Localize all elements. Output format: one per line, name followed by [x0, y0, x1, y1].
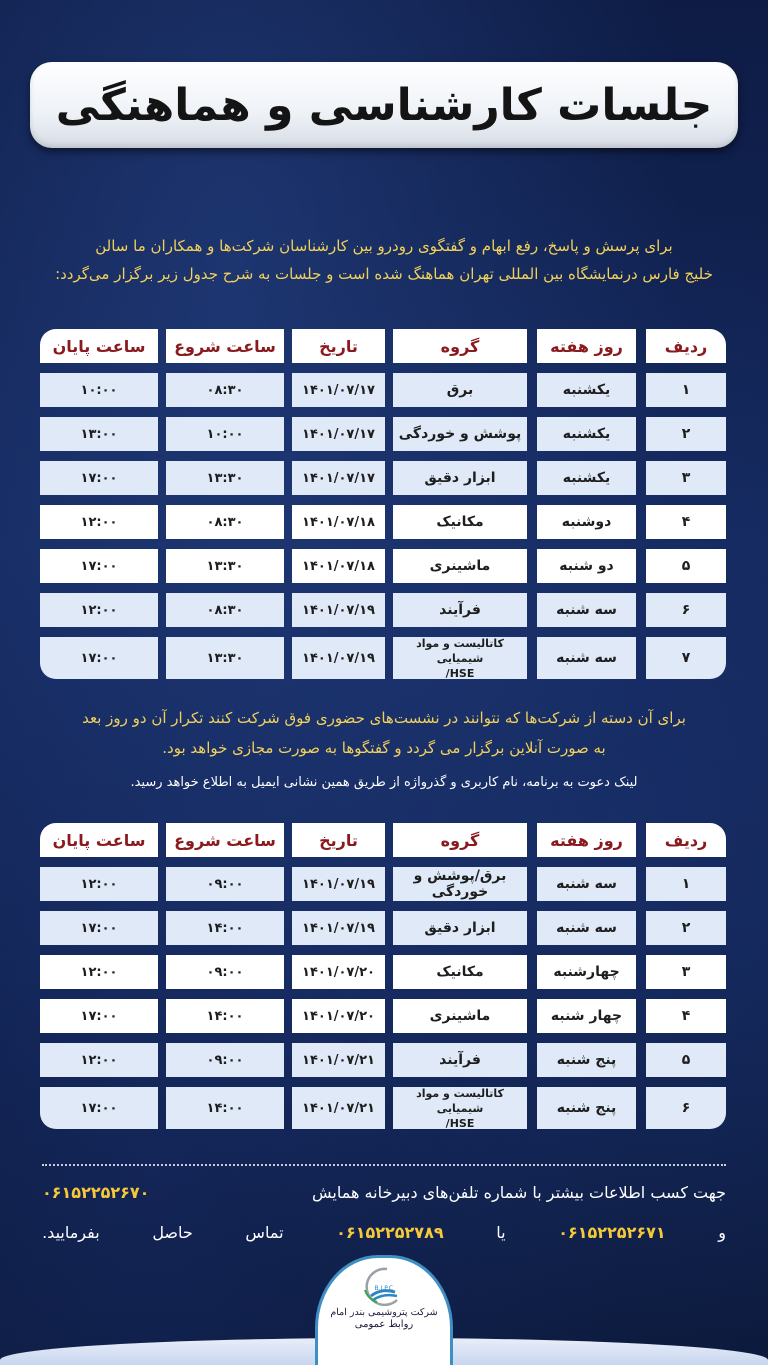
cell-weekday-text: پنج شنبه — [556, 1100, 617, 1116]
column-header-row-no: ردیف — [646, 823, 726, 857]
cell-start — [166, 999, 284, 1033]
page-title: جلسات کارشناسی و هماهنگی — [55, 79, 713, 131]
cell-start — [166, 911, 284, 945]
cell-no-text: ۱ — [681, 876, 691, 892]
cell-group — [393, 637, 527, 679]
cell-no-text: ۲ — [681, 920, 691, 936]
cell-no — [646, 593, 726, 627]
cell-end-text: ۱۲:۰۰ — [80, 602, 118, 618]
cell-start — [166, 417, 284, 451]
cell-start — [166, 1087, 284, 1129]
cell-date — [292, 955, 385, 989]
cell-group — [393, 955, 527, 989]
cell-no — [646, 1043, 726, 1077]
contact-text: جهت کسب اطلاعات بیشتر با شماره تلفن‌های دبیرخانه همایش — [312, 1183, 726, 1202]
cell-start — [166, 637, 284, 679]
cell-group-text: ابزار دقیق — [424, 920, 496, 936]
cell-start-text: ۱۴:۰۰ — [206, 1008, 244, 1024]
cell-start — [166, 593, 284, 627]
table-row — [40, 549, 726, 583]
cell-start-text: ۰۸:۳۰ — [206, 602, 244, 618]
cell-weekday-text: سه شنبه — [556, 650, 617, 666]
cell-end — [40, 1043, 158, 1077]
cell-start-text: ۰۸:۳۰ — [206, 514, 244, 530]
cell-weekday — [537, 593, 636, 627]
contact-line-2 — [42, 1218, 726, 1248]
cell-date-text: ۱۴۰۱/۰۷/۲۰ — [302, 964, 375, 980]
contact-and: و — [718, 1223, 726, 1242]
cell-start-text: ۱۳:۳۰ — [206, 650, 244, 666]
cell-no-text: ۴ — [681, 514, 691, 530]
cell-start-text: ۰۸:۳۰ — [206, 382, 244, 398]
logo-abbr: B.I.P.C — [374, 1285, 393, 1292]
cell-group — [393, 549, 527, 583]
contact-tail-2: حاصل — [152, 1223, 193, 1242]
cell-weekday-text: سه شنبه — [556, 602, 617, 618]
table-row — [40, 417, 726, 451]
cell-group-text: ماشینری — [429, 1008, 491, 1024]
table-row — [40, 999, 726, 1033]
table-row — [40, 955, 726, 989]
cell-group — [393, 911, 527, 945]
cell-group — [393, 461, 527, 495]
cell-date — [292, 549, 385, 583]
table-row — [40, 373, 726, 407]
cell-end — [40, 549, 158, 583]
cell-weekday-text: سه شنبه — [556, 876, 617, 892]
column-header-start: ساعت شروع — [166, 823, 284, 857]
cell-weekday — [537, 549, 636, 583]
cell-group-text: ماشینری — [429, 558, 491, 574]
cell-end — [40, 999, 158, 1033]
cell-no-text: ۵ — [681, 1052, 691, 1068]
cell-group-text: فرآیند — [439, 602, 481, 618]
cell-weekday-text: یکشنبه — [562, 426, 611, 442]
cell-start — [166, 955, 284, 989]
column-header-date: تاریخ — [292, 329, 385, 363]
cell-end — [40, 417, 158, 451]
cell-date — [292, 911, 385, 945]
cell-date — [292, 637, 385, 679]
cell-date — [292, 505, 385, 539]
intro-text — [36, 232, 732, 288]
cell-start-text: ۰۹:۰۰ — [206, 876, 244, 892]
bipc-logo-icon — [357, 1266, 411, 1306]
column-header-group: گروه — [393, 823, 527, 857]
cell-weekday-text: دو شنبه — [559, 558, 614, 574]
cell-date-text: ۱۴۰۱/۰۷/۱۷ — [302, 470, 375, 486]
intro-line-2: خلیج فارس درنمایشگاه بین المللی تهران هماهنگ شده است و جلسات به شرح جدول زیر برگزار می‌گردد: — [55, 265, 713, 283]
cell-date-text: ۱۴۰۱/۰۷/۲۱ — [302, 1052, 375, 1068]
online-note — [36, 703, 732, 763]
cell-start-text: ۱۴:۰۰ — [206, 1100, 244, 1116]
contact-line-1 — [42, 1178, 726, 1208]
cell-end — [40, 593, 158, 627]
cell-no — [646, 999, 726, 1033]
cell-end — [40, 373, 158, 407]
cell-group — [393, 373, 527, 407]
cell-start-text: ۱۴:۰۰ — [206, 920, 244, 936]
cell-end — [40, 637, 158, 679]
cell-no-text: ۳ — [681, 964, 691, 980]
cell-date — [292, 1087, 385, 1129]
link-note: لینک دعوت به برنامه، نام کاربری و گذرواژه از طریق همین نشانی ایمیل به اطلاع خواهد رسید. — [130, 775, 638, 790]
cell-group — [393, 1087, 527, 1129]
cell-date-text: ۱۴۰۱/۰۷/۱۹ — [302, 876, 375, 892]
cell-end-text: ۱۷:۰۰ — [80, 470, 118, 486]
cell-end-text: ۱۳:۰۰ — [80, 426, 118, 442]
cell-start-text: ۰۹:۰۰ — [206, 1052, 244, 1068]
cell-no — [646, 1087, 726, 1129]
cell-group-text: برق — [446, 382, 474, 398]
cell-no — [646, 373, 726, 407]
cell-group-text: مکانیک — [436, 964, 484, 980]
cell-group — [393, 505, 527, 539]
cell-end-text: ۱۷:۰۰ — [80, 1008, 118, 1024]
cell-no — [646, 461, 726, 495]
cell-date-text: ۱۴۰۱/۰۷/۱۸ — [302, 514, 375, 530]
title-banner — [30, 62, 738, 148]
cell-group-text: فرآیند — [439, 1052, 481, 1068]
cell-end-text: ۱۷:۰۰ — [80, 920, 118, 936]
contact-or: یا — [496, 1223, 506, 1242]
cell-date — [292, 461, 385, 495]
table-header-row — [40, 823, 726, 857]
cell-date-text: ۱۴۰۱/۰۷/۱۹ — [302, 650, 375, 666]
logo-company-name: شرکت پتروشیمی بندر امام — [330, 1307, 438, 1318]
cell-group — [393, 867, 527, 901]
cell-weekday-text: چهارشنبه — [553, 964, 620, 980]
cell-date — [292, 417, 385, 451]
cell-end-text: ۱۲:۰۰ — [80, 964, 118, 980]
cell-no-text: ۷ — [681, 650, 691, 666]
table-row — [40, 593, 726, 627]
table-row — [40, 461, 726, 495]
cell-group-line-1: کاتالیست و مواد شیمیایی — [416, 1086, 504, 1115]
cell-date-text: ۱۴۰۱/۰۷/۱۹ — [302, 602, 375, 618]
column-header-group: گروه — [393, 329, 527, 363]
cell-date-text: ۱۴۰۱/۰۷/۱۷ — [302, 426, 375, 442]
cell-no-text: ۴ — [681, 1008, 691, 1024]
cell-start — [166, 1043, 284, 1077]
cell-start — [166, 461, 284, 495]
cell-no-text: ۱ — [681, 382, 691, 398]
cell-no-text: ۳ — [681, 470, 691, 486]
cell-start-text: ۱۳:۳۰ — [206, 558, 244, 574]
cell-weekday-text: دوشنبه — [561, 514, 612, 530]
cell-date-text: ۱۴۰۱/۰۷/۲۰ — [302, 1008, 375, 1024]
cell-start-text: ۰۹:۰۰ — [206, 964, 244, 980]
cell-weekday — [537, 417, 636, 451]
cell-no — [646, 911, 726, 945]
cell-weekday-text: چهار شنبه — [550, 1008, 623, 1024]
column-header-end: ساعت پایان — [40, 823, 158, 857]
phone-number-3[interactable]: ۰۶۱۵۲۲۵۲۷۸۹ — [336, 1223, 444, 1242]
cell-end-text: ۱۷:۰۰ — [80, 650, 118, 666]
cell-end — [40, 911, 158, 945]
cell-date-text: ۱۴۰۱/۰۷/۱۷ — [302, 382, 375, 398]
table-header-row — [40, 329, 726, 363]
cell-end-text: ۱۲:۰۰ — [80, 876, 118, 892]
cell-end — [40, 867, 158, 901]
cell-weekday — [537, 373, 636, 407]
cell-group-line-2: HSE/ — [445, 666, 475, 680]
table-row — [40, 911, 726, 945]
cell-end-text: ۱۲:۰۰ — [80, 514, 118, 530]
cell-start-text: ۱۰:۰۰ — [206, 426, 244, 442]
contact-tail-3: بفرمایید. — [42, 1223, 100, 1242]
cell-no-text: ۲ — [681, 426, 691, 442]
cell-group-line-1: کاتالیست و مواد شیمیایی — [416, 636, 504, 665]
cell-start — [166, 505, 284, 539]
cell-weekday-text: یکشنبه — [562, 470, 611, 486]
cell-no — [646, 417, 726, 451]
cell-no-text: ۵ — [681, 558, 691, 574]
cell-end-text: ۱۲:۰۰ — [80, 1052, 118, 1068]
cell-end — [40, 461, 158, 495]
phone-number-2[interactable]: ۰۶۱۵۲۲۵۲۶۷۱ — [558, 1223, 666, 1242]
cell-no — [646, 549, 726, 583]
cell-weekday-text: یکشنبه — [562, 382, 611, 398]
cell-weekday-text: پنج شنبه — [556, 1052, 617, 1068]
online-note-line-2: به صورت آنلاین برگزار می گردد و گفتگوها به صورت مجازی خواهد بود. — [162, 739, 606, 757]
table-row — [40, 867, 726, 901]
cell-no — [646, 505, 726, 539]
contact-tail-1: تماس — [245, 1223, 284, 1242]
cell-group — [393, 1043, 527, 1077]
column-header-date: تاریخ — [292, 823, 385, 857]
cell-date — [292, 373, 385, 407]
online-note-line-1: برای آن دسته از شرکت‌ها که نتوانند در نشست‌های حضوری فوق شرکت کنند تکرار آن دو روز بعد — [82, 709, 686, 727]
cell-weekday — [537, 1043, 636, 1077]
table-row — [40, 505, 726, 539]
column-header-start: ساعت شروع — [166, 329, 284, 363]
cell-end — [40, 1087, 158, 1129]
cell-weekday-text: سه شنبه — [556, 920, 617, 936]
intro-line-1: برای پرسش و پاسخ، رفع ابهام و گفتگوی رودرو بین کارشناسان شرکت‌ها و همکاران ما سالن — [95, 237, 673, 255]
cell-weekday — [537, 867, 636, 901]
cell-group-line-2: HSE/ — [445, 1116, 475, 1130]
cell-start-text: ۱۳:۳۰ — [206, 470, 244, 486]
cell-weekday — [537, 999, 636, 1033]
cell-start — [166, 373, 284, 407]
cell-no-text: ۶ — [681, 1100, 691, 1116]
cell-date — [292, 1043, 385, 1077]
column-header-end: ساعت پایان — [40, 329, 158, 363]
company-logo — [318, 1258, 450, 1365]
cell-no — [646, 637, 726, 679]
table-row — [40, 637, 726, 679]
cell-group-text: برق/پوشش و خوردگی — [413, 868, 507, 900]
column-header-weekday: روز هفته — [537, 823, 636, 857]
cell-weekday — [537, 1087, 636, 1129]
cell-weekday — [537, 637, 636, 679]
phone-number-1[interactable]: ۰۶۱۵۲۲۵۲۶۷۰ — [42, 1183, 150, 1202]
logo-department: روابط عمومی — [354, 1319, 414, 1330]
cell-no — [646, 867, 726, 901]
cell-date-text: ۱۴۰۱/۰۷/۱۹ — [302, 920, 375, 936]
cell-group — [393, 417, 527, 451]
cell-weekday — [537, 505, 636, 539]
cell-end-text: ۱۰:۰۰ — [80, 382, 118, 398]
cell-start — [166, 867, 284, 901]
cell-end-text: ۱۷:۰۰ — [80, 558, 118, 574]
cell-end — [40, 505, 158, 539]
cell-end-text: ۱۷:۰۰ — [80, 1100, 118, 1116]
cell-group — [393, 593, 527, 627]
cell-group-text: پوشش و خوردگی — [398, 426, 522, 442]
column-header-weekday: روز هفته — [537, 329, 636, 363]
table-row — [40, 1087, 726, 1129]
cell-date — [292, 593, 385, 627]
cell-group-text: مکانیک — [436, 514, 484, 530]
cell-date-text: ۱۴۰۱/۰۷/۱۸ — [302, 558, 375, 574]
cell-start — [166, 549, 284, 583]
dotted-divider — [42, 1164, 726, 1166]
cell-date — [292, 999, 385, 1033]
cell-date — [292, 867, 385, 901]
cell-end — [40, 955, 158, 989]
cell-group-text: ابزار دقیق — [424, 470, 496, 486]
cell-no — [646, 955, 726, 989]
table-row — [40, 1043, 726, 1077]
cell-date-text: ۱۴۰۱/۰۷/۲۱ — [302, 1100, 375, 1116]
cell-weekday — [537, 461, 636, 495]
column-header-row-no: ردیف — [646, 329, 726, 363]
cell-group — [393, 999, 527, 1033]
cell-weekday — [537, 955, 636, 989]
cell-weekday — [537, 911, 636, 945]
cell-no-text: ۶ — [681, 602, 691, 618]
